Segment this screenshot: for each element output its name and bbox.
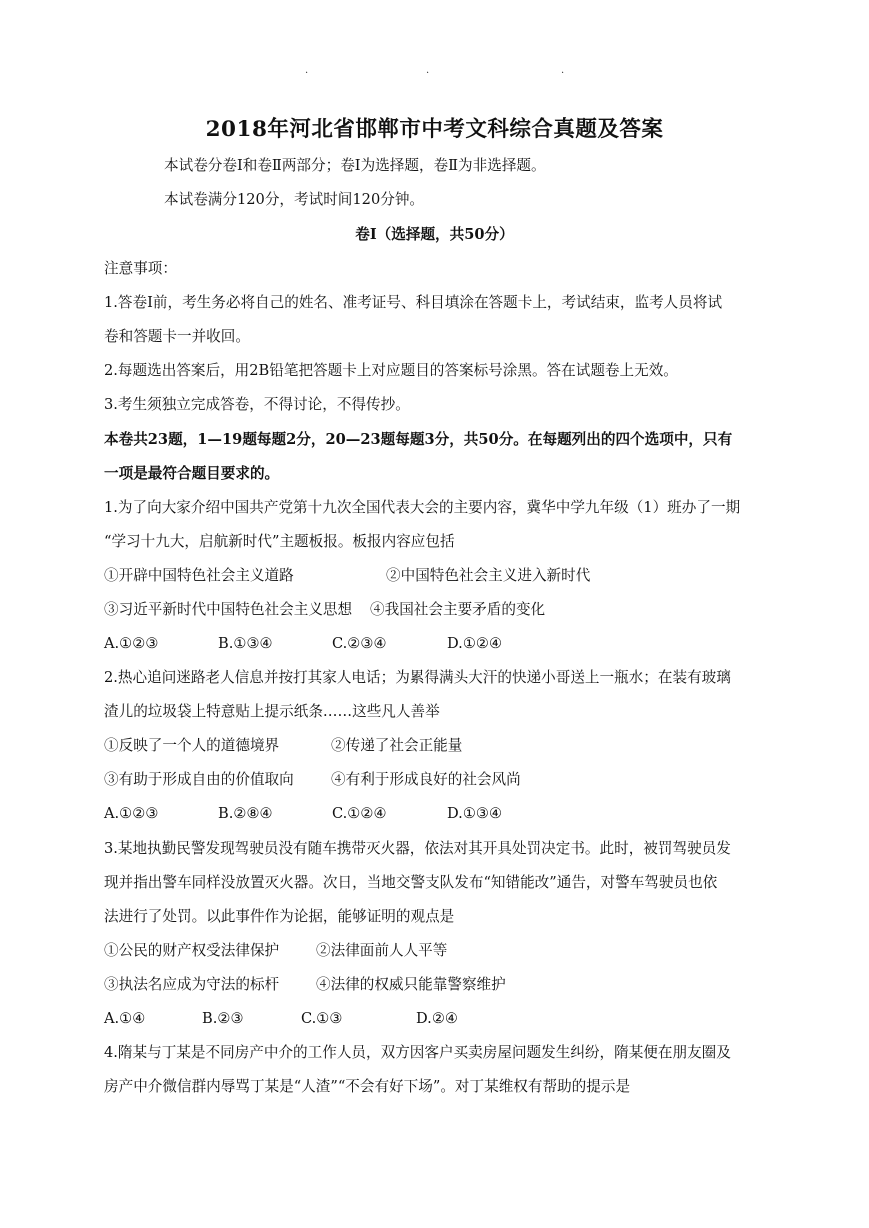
choice-c: C.①②④ (332, 805, 387, 822)
notes-line: 1.答卷Ⅰ前，考生务必将自己的姓名、准考证号、科目填涂在答题卡上，考试结束，监考人员将试 (104, 294, 723, 311)
question-4-stem: 房产中介微信群内辱骂丁某是“人渣”“不会有好下场”。对丁某维权有帮助的提示是 (104, 1078, 631, 1095)
intro-line: 本试卷满分120分，考试时间120分钟。 (164, 191, 425, 208)
statement: ②法律面前人人平等 (316, 942, 448, 959)
instructions-line: 本卷共23题，1—19题每题2分，20—23题每题3分，共50分。在每题列出的四个选项中，只有 (104, 431, 733, 448)
statement: ②传递了社会正能量 (331, 737, 463, 754)
question-1-stem: 1.为了向大家介绍中国共产党第十九次全国代表大会的主要内容，冀华中学九年级（1）班办了一期 (104, 499, 741, 516)
statement: ③有助于形成自由的价值取向 (104, 771, 294, 788)
statement: ④法律的权威只能靠警察维护 (316, 976, 506, 993)
choice-d: D.①③④ (447, 805, 503, 822)
choice-a: A.①④ (104, 1010, 146, 1027)
choice-d: D.①②④ (447, 635, 503, 652)
choice-b: B.①③④ (218, 635, 273, 652)
notes-heading: 注意事项： (104, 260, 177, 277)
question-2-stem: 2.热心追问迷路老人信息并按打其家人电话；为累得满头大汗的快递小哥送上一瓶水；在装有玻璃 (104, 669, 731, 686)
question-2-stem: 渣儿的垃圾袋上特意贴上提示纸条……这些凡人善举 (104, 703, 440, 720)
page-title: 2018年河北省邯郸市中考文科综合真题及答案 (205, 117, 664, 142)
statement: ①开辟中国特色社会主义道路 (104, 567, 294, 584)
statement: ④我国社会主要矛盾的变化 (370, 601, 546, 618)
header-dot: . (561, 65, 565, 76)
choice-b: B.②⑧④ (218, 805, 273, 822)
choice-a: A.①②③ (104, 635, 159, 652)
question-3-stem: 法进行了处罚。以此事件作为论据，能够证明的观点是 (104, 908, 455, 925)
header-dots (0, 66, 869, 76)
header-dot: . (426, 65, 430, 76)
section-title: 卷Ⅰ（选择题，共50分） (355, 226, 514, 243)
question-4-stem: 4.隋某与丁某是不同房产中介的工作人员，双方因客户买卖房屋问题发生纠纷，隋某便在朋友圈及 (104, 1044, 731, 1061)
instructions-line: 一项是最符合题目要求的。 (104, 465, 280, 482)
choice-c: C.①③ (301, 1010, 343, 1027)
choice-a: A.①②③ (104, 805, 159, 822)
notes-line: 卷和答题卡一并收回。 (104, 328, 250, 345)
choice-b: B.②③ (202, 1010, 244, 1027)
notes-line: 3.考生须独立完成答卷，不得讨论，不得传抄。 (104, 396, 410, 413)
statement: ③习近平新时代中国特色社会主义思想 (104, 601, 353, 618)
choice-c: C.②③④ (332, 635, 387, 652)
statement: ②中国特色社会主义进入新时代 (386, 567, 591, 584)
intro-line: 本试卷分卷Ⅰ和卷Ⅱ两部分；卷Ⅰ为选择题，卷Ⅱ为非选择题。 (164, 157, 546, 174)
statement: ①反映了一个人的道德境界 (104, 737, 280, 754)
statement: ①公民的财产权受法律保护 (104, 942, 280, 959)
statement: ④有利于形成良好的社会风尚 (331, 771, 521, 788)
statement: ③执法名应成为守法的标杆 (104, 976, 280, 993)
question-3-stem: 3.某地执勤民警发现驾驶员没有随车携带灭火器，依法对其开具处罚决定书。此时，被罚驾驶员发 (104, 840, 731, 857)
header-dot: . (305, 65, 309, 76)
question-3-stem: 现并指出警车同样没放置灭火器。次日，当地交警支队发布“知错能改”通告，对警车驾驶员也依 (104, 874, 718, 891)
choice-d: D.②④ (416, 1010, 458, 1027)
notes-line: 2.每题选出答案后，用2B铅笔把答题卡上对应题目的答案标号涂黑。答在试题卷上无效。 (104, 362, 678, 379)
question-1-stem: “学习十九大，启航新时代”主题板报。板报内容应包括 (104, 533, 455, 550)
